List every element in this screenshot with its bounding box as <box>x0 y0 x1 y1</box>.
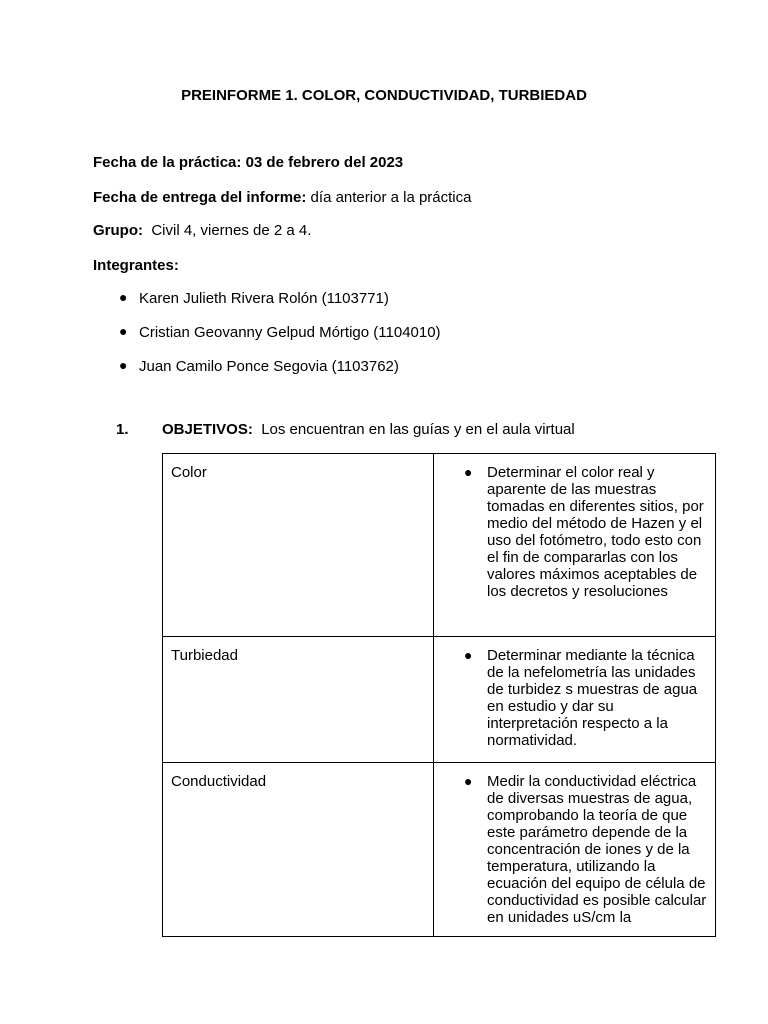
bullet-icon: ● <box>464 464 473 480</box>
bullet-icon: ● <box>464 773 473 789</box>
section-text: Los encuentran en las guías y en el aula virtual <box>252 421 575 438</box>
bullet-icon: ● <box>119 323 128 339</box>
table-row <box>163 454 716 637</box>
table-cell-objetivo <box>434 637 716 763</box>
objetivos-table <box>162 453 716 937</box>
list-item <box>119 323 441 341</box>
bullet-icon: ● <box>464 647 473 663</box>
table-cell-parametro <box>163 763 434 937</box>
section-number: 1. <box>116 421 129 438</box>
section-label: OBJETIVOS: <box>162 421 253 438</box>
grupo <box>93 222 311 239</box>
fecha-practica <box>93 154 403 171</box>
objetivo-text: Determinar el color real y aparente de las muestras tomadas en diferentes sitios, por medio del método de Hazen y el uso del fotómetro, todo esto con el fin de compararlas con los valores máximos aceptables de los decretos y resoluciones <box>487 464 704 600</box>
parametro-name: Conductividad <box>171 773 267 790</box>
bullet-icon: ● <box>119 357 128 373</box>
table-cell-parametro <box>163 454 434 637</box>
table-row <box>163 637 716 763</box>
integrantes-label: Integrantes: <box>93 257 179 274</box>
table-row <box>163 763 716 937</box>
member-name: Karen Julieth Rivera Rolón (1103771) <box>139 290 389 307</box>
fecha-entrega <box>93 189 471 206</box>
grupo-label: Grupo: <box>93 222 143 239</box>
table-cell-objetivo <box>434 763 716 937</box>
member-name: Cristian Geovanny Gelpud Mórtigo (1104010) <box>139 324 441 341</box>
parametro-name: Color <box>171 464 207 481</box>
document-title: PREINFORME 1. COLOR, CONDUCTIVIDAD, TURBIEDAD <box>181 87 587 104</box>
bullet-icon: ● <box>119 289 128 305</box>
objetivo-text: Medir la conductividad eléctrica de diversas muestras de agua, comprobando la teoría de que este parámetro depende de la concentración de iones y de la temperatura, utilizando la ecuación del equipo de célula de conductividad es posible calcular en unidades uS/cm la <box>487 773 707 926</box>
list-item <box>119 357 399 375</box>
grupo-value: Civil 4, viernes de 2 a 4. <box>143 222 312 239</box>
fecha-entrega-label: Fecha de entrega del informe: <box>93 189 307 206</box>
parametro-name: Turbiedad <box>171 647 238 664</box>
table-cell-parametro <box>163 637 434 763</box>
fecha-practica-text: Fecha de la práctica: 03 de febrero del 2023 <box>93 154 404 171</box>
member-name: Juan Camilo Ponce Segovia (1103762) <box>139 358 399 375</box>
integrantes-heading <box>93 257 179 274</box>
section-objetivos-heading <box>116 421 575 438</box>
objetivo-text: Determinar mediante la técnica de la nefelometría las unidades de turbidez s muestras de agua en estudio y dar su interpretación respecto a la normatividad. <box>487 647 698 749</box>
fecha-entrega-value: día anterior a la práctica <box>306 189 472 206</box>
table-cell-objetivo <box>434 454 716 637</box>
list-item <box>119 289 389 307</box>
